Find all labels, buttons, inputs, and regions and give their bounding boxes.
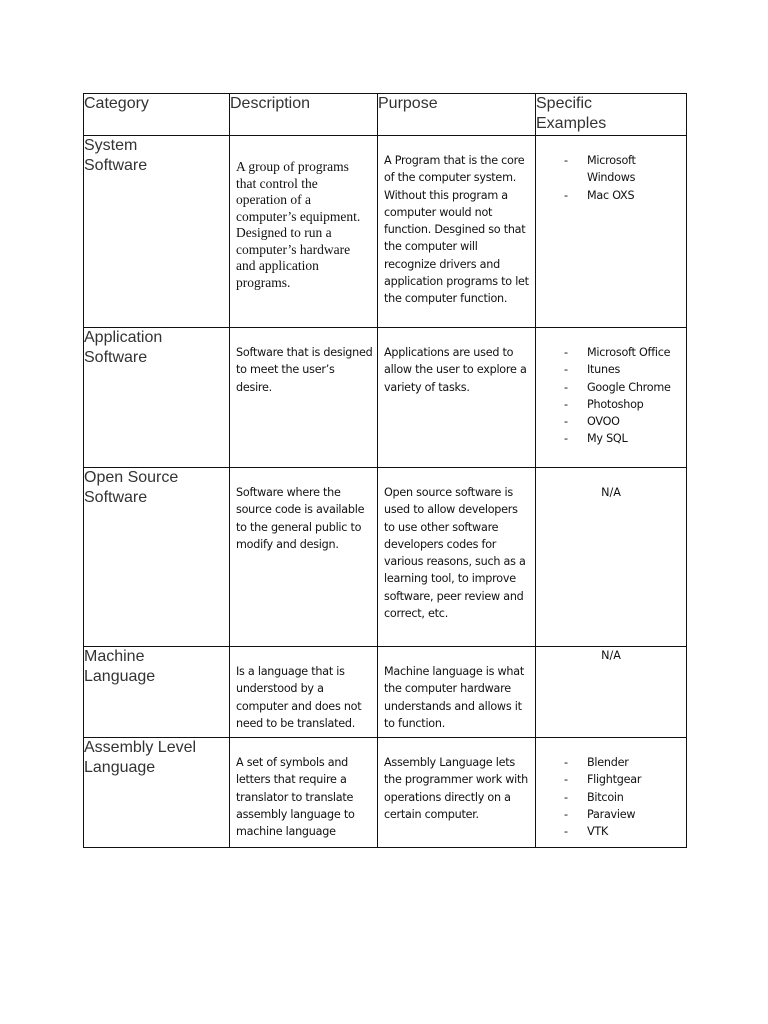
table-row xyxy=(84,738,687,848)
row-purpose-cell xyxy=(378,136,536,328)
row-description-cell xyxy=(230,468,378,647)
row-examples-cell xyxy=(536,468,687,647)
row-description: A set of symbols and letters that require a translator to translate assembly language to machine language xyxy=(236,756,355,839)
examples-list xyxy=(536,136,686,204)
software-categories-table xyxy=(83,93,687,848)
row-purpose: A Program that is the core of the computer system. Without this program a computer would not function. Desgined so that the computer will recognize drivers and application programs to let the computer function. xyxy=(384,154,529,306)
header-description: Description xyxy=(230,94,378,136)
row-description-cell xyxy=(230,328,378,468)
header-purpose: Purpose xyxy=(378,94,536,136)
list-item: - Photoshop xyxy=(536,396,682,413)
row-description-cell xyxy=(230,647,378,738)
list-item: - Paraview xyxy=(536,806,682,823)
list-item: - Itunes xyxy=(536,361,682,378)
list-item: - Google Chrome xyxy=(536,379,682,396)
row-category: Application Software xyxy=(84,328,230,468)
row-category: Assembly Level Language xyxy=(84,738,230,848)
row-purpose: Applications are used to allow the user to explore a variety of tasks. xyxy=(384,346,527,394)
header-category: Category xyxy=(84,94,230,136)
row-purpose-cell xyxy=(378,647,536,738)
list-item: - Blender xyxy=(536,754,682,771)
list-item: - My SQL xyxy=(536,430,682,447)
list-item: - Microsoft Windows xyxy=(536,152,682,187)
row-category: Open Source Software xyxy=(84,468,230,647)
row-examples-cell xyxy=(536,328,687,468)
list-item: - VTK xyxy=(536,823,682,840)
list-item: - Microsoft Office xyxy=(536,344,682,361)
table-row xyxy=(84,647,687,738)
row-description: Is a language that is understood by a computer and does not need to be translated. xyxy=(236,665,362,730)
list-item: - Bitcoin xyxy=(536,789,682,806)
row-purpose-cell xyxy=(378,738,536,848)
table-row xyxy=(84,136,687,328)
examples-na: N/A xyxy=(601,486,621,499)
row-examples-cell xyxy=(536,647,687,738)
row-examples-cell xyxy=(536,738,687,848)
row-description-cell xyxy=(230,136,378,328)
header-row xyxy=(84,94,687,136)
row-purpose-cell xyxy=(378,468,536,647)
row-purpose: Machine language is what the computer hardware understands and allows it to function. xyxy=(384,665,525,730)
row-category: System Software xyxy=(84,136,230,328)
row-description: Software where the source code is available to the general public to modify and design. xyxy=(236,486,365,551)
row-description: A group of programs that control the operation of a computer’s equipment. Designed to run a computer’s hardware and application programs. xyxy=(236,159,361,290)
row-purpose-cell xyxy=(378,328,536,468)
examples-list xyxy=(536,328,686,448)
row-description: Software that is designed to meet the user’s desire. xyxy=(236,346,373,394)
row-category: Machine Language xyxy=(84,647,230,738)
row-purpose: Assembly Language lets the programmer work with operations directly on a certain computer. xyxy=(384,756,528,821)
header-specific-examples: Specific Examples xyxy=(536,94,687,136)
row-purpose: Open source software is used to allow developers to use other software developers codes for various reasons, such as a learning tool, to improve software, peer review and correct, etc. xyxy=(384,486,526,621)
list-item: - OVOO xyxy=(536,413,682,430)
row-description-cell xyxy=(230,738,378,848)
row-examples-cell xyxy=(536,136,687,328)
list-item: - Mac OXS xyxy=(536,187,682,204)
examples-na: N/A xyxy=(601,649,621,662)
table-row xyxy=(84,328,687,468)
list-item: - Flightgear xyxy=(536,771,682,788)
examples-list xyxy=(536,738,686,840)
table-row xyxy=(84,468,687,647)
